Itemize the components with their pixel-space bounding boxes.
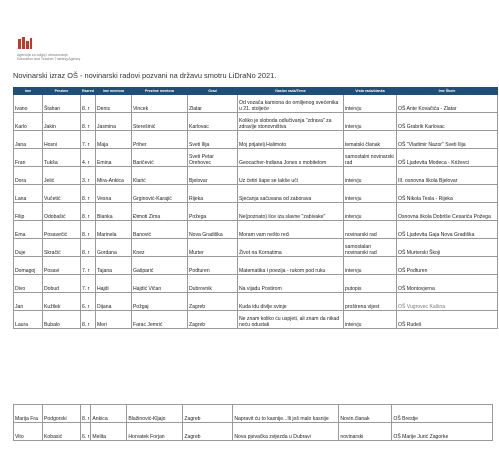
- agency-name-english: Education and Teacher Training Agency: [17, 57, 81, 61]
- header-city: Grad: [187, 88, 237, 95]
- results-table: [13, 87, 498, 329]
- cell-type: putopis: [343, 275, 396, 293]
- additional-results-table: [13, 404, 493, 441]
- table-row: [14, 405, 493, 423]
- cell-first-name: Duje: [14, 239, 43, 257]
- table-row: [14, 221, 498, 239]
- cell-school: Osnovna škola Dobriše Cesarića Požega: [396, 203, 497, 221]
- cell-type: intervju: [343, 257, 396, 275]
- cell-last-name: Posavi: [43, 257, 81, 275]
- cell-city: Karlovac: [187, 113, 237, 131]
- cell-type: tematski članak: [343, 131, 396, 149]
- cell-school: OŠ "Vladimir Nazor" Sveti Ilija: [396, 131, 497, 149]
- table-row: [14, 257, 498, 275]
- cell-type: intervju: [343, 311, 396, 329]
- header-type: Vrsta rada/ćlanka: [343, 88, 396, 95]
- cell-school: OŠ Rudeš: [396, 311, 497, 329]
- cell-first-name: Lana: [14, 185, 43, 203]
- cell-first-name: Vito: [14, 423, 43, 441]
- cell-mentor-last-name: Knez: [131, 239, 187, 257]
- cell-mentor-first-name: Tajana: [95, 257, 131, 275]
- cell-last-name: Kužilek: [43, 293, 81, 311]
- cell-grade: 8. r: [81, 185, 96, 203]
- cell-type: Novin.članak: [339, 405, 392, 423]
- cell-grade: 6. r: [81, 423, 91, 441]
- cell-city: Požega: [187, 203, 237, 221]
- cell-grade: 7. r: [81, 131, 96, 149]
- cell-title: Nova pjevačka zvijezda u Dubravi: [233, 423, 339, 441]
- cell-grade: 8. r: [81, 203, 96, 221]
- cell-grade: 6. r: [81, 293, 96, 311]
- agency-name: Agencija za odgoj i obrazovanje: [17, 53, 68, 57]
- cell-title: Ne(poznato) lice iza slavne "zabivake": [237, 203, 343, 221]
- cell-mentor-last-name: Blažinović-Kljajo: [127, 405, 183, 423]
- header-school: Ime Škole: [396, 88, 497, 95]
- cell-title: Od vozača kamiona do omiljenog svećenika u 21. stoljeće: [237, 95, 343, 113]
- cell-mentor-last-name: Sterešinić: [131, 113, 187, 131]
- cell-mentor-first-name: Mira-Ankica: [95, 167, 131, 185]
- cell-city: Zagreb: [187, 311, 237, 329]
- cell-mentor-last-name: Priher: [131, 131, 187, 149]
- cell-city: Zagreb: [187, 293, 237, 311]
- cell-mentor-last-name: Đimoti Zima: [131, 203, 187, 221]
- cell-last-name: Štahan: [43, 95, 81, 113]
- cell-mentor-last-name: Hajdić Vičan: [131, 275, 187, 293]
- table-row: [14, 311, 498, 329]
- cell-grade: 8. r: [81, 311, 96, 329]
- cell-school: OŠ Vugrovec Kašina: [396, 293, 497, 311]
- header-title: Naslov rada/Teme: [237, 88, 343, 95]
- cell-last-name: Dobud: [43, 275, 81, 293]
- table-row: [14, 131, 498, 149]
- cell-type: proširena vijest: [343, 293, 396, 311]
- cell-type: intervju: [343, 185, 396, 203]
- cell-first-name: Jana: [14, 131, 43, 149]
- cell-city: Zlatar: [187, 95, 237, 113]
- cell-school: OŠ Brestje: [392, 405, 493, 423]
- page-title: Novinarski izraz OŠ - novinarski radovi pozvani na državu smotru LiDraNo 2021.: [13, 71, 277, 80]
- cell-first-name: Divo: [14, 275, 43, 293]
- cell-mentor-first-name: Vesna: [95, 185, 131, 203]
- cell-grade: 8. r: [81, 95, 96, 113]
- cell-school: III. osnovna škola Bjelovar: [396, 167, 497, 185]
- cell-type: intervju: [343, 95, 396, 113]
- cell-mentor-first-name: Dijana: [95, 293, 131, 311]
- cell-type: novinarski: [339, 423, 392, 441]
- cell-title: Matematika i poezija - rukom pod ruku: [237, 257, 343, 275]
- cell-first-name: Ivano: [14, 95, 43, 113]
- cell-grade: 7. r: [81, 275, 96, 293]
- table-row: [14, 167, 498, 185]
- cell-city: Zagreb: [183, 423, 233, 441]
- header-mentor-first-name: Ime mentora: [95, 88, 131, 95]
- cell-mentor-first-name: Marinela: [95, 221, 131, 239]
- cell-mentor-last-name: Farac Jemrić: [131, 311, 187, 329]
- header-mentor-last-name: Prezime mentora: [131, 88, 187, 95]
- cell-last-name: Skračić: [43, 239, 81, 257]
- cell-last-name: Podgorski: [43, 405, 81, 423]
- cell-school: OŠ Grabrik Karlovac: [396, 113, 497, 131]
- cell-school: OŠ Nikola Tesla - Rijeka: [396, 185, 497, 203]
- cell-title: Ne znam koliko ću uspjeti, ali znam da nikad neću odustati: [237, 311, 343, 329]
- cell-mentor-first-name: Maja: [95, 131, 131, 149]
- table-row: [14, 203, 498, 221]
- cell-type: samostalni novinarski rad: [343, 149, 396, 167]
- cell-grade: 7. r: [81, 257, 96, 275]
- cell-grade: 8. r: [81, 221, 96, 239]
- cell-city: Rijeka: [187, 185, 237, 203]
- cell-grade: 3. r: [81, 167, 96, 185]
- header-first-name: Ime: [14, 88, 43, 95]
- cell-first-name: Filip: [14, 203, 43, 221]
- cell-first-name: Marija Fra: [14, 405, 43, 423]
- cell-mentor-last-name: Klarić: [131, 167, 187, 185]
- cell-mentor-first-name: Meri: [95, 311, 131, 329]
- cell-type: samostalan novinarski rad: [343, 239, 396, 257]
- cell-last-name: Tukša: [43, 149, 81, 167]
- cell-first-name: Karlo: [14, 113, 43, 131]
- cell-title: Moj prijatelj Halimoto: [237, 131, 343, 149]
- cell-grade: 4. r: [81, 149, 96, 167]
- agency-logo-icon: [17, 36, 43, 52]
- cell-mentor-first-name: Emina: [95, 149, 131, 167]
- cell-type: intervju: [343, 203, 396, 221]
- cell-type: intervju: [343, 167, 396, 185]
- cell-title: Na vijadu Postirom: [237, 275, 343, 293]
- cell-city: Bjelovar: [187, 167, 237, 185]
- cell-type: intervju: [343, 113, 396, 131]
- cell-city: Murter: [187, 239, 237, 257]
- cell-last-name: Odobašić: [43, 203, 81, 221]
- cell-first-name: Dora: [14, 167, 43, 185]
- cell-title: Koliko je sloboda odlučivanja "zdrava" za zdravlje stonovništva: [237, 113, 343, 131]
- cell-city: Zagreb: [183, 405, 233, 423]
- cell-type: novinarski rad: [343, 221, 396, 239]
- table-row: [14, 185, 498, 203]
- cell-mentor-first-name: Blanka: [95, 203, 131, 221]
- cell-title: Geocacher-Indiana Jones s mobitelom: [237, 149, 343, 167]
- cell-title: Život na Kornatima: [237, 239, 343, 257]
- table-row: [14, 149, 498, 167]
- cell-last-name: Vučetić: [43, 185, 81, 203]
- cell-mentor-first-name: Ankica: [91, 405, 127, 423]
- table-header-row: [14, 88, 498, 95]
- cell-title: Napravit ću to kasnije...Ili još malo kasnije: [233, 405, 339, 423]
- cell-school: OŠ Ante Kovačića - Zlatar: [396, 95, 497, 113]
- cell-city: Sveti Ilija: [187, 131, 237, 149]
- cell-school: OŠ Marije Jurić Zagorke: [392, 423, 493, 441]
- cell-mentor-first-name: Hajdi: [95, 275, 131, 293]
- cell-title: Moram vam nešto reći: [237, 221, 343, 239]
- cell-mentor-first-name: Denis: [95, 95, 131, 113]
- cell-mentor-first-name: Gordana: [95, 239, 131, 257]
- cell-last-name: Jelić: [43, 167, 81, 185]
- cell-first-name: Domagoj: [14, 257, 43, 275]
- cell-mentor-last-name: Baričević: [131, 149, 187, 167]
- cell-first-name: Jan: [14, 293, 43, 311]
- cell-last-name: Bubalo: [43, 311, 81, 329]
- header-grade: Razred: [82, 88, 94, 93]
- table-row: [14, 293, 498, 311]
- cell-first-name: Fran: [14, 149, 43, 167]
- cell-last-name: Jakin: [43, 113, 81, 131]
- cell-title: Sjećanja sačuvana od zaborava: [237, 185, 343, 203]
- header-last-name: Prezime: [43, 88, 81, 95]
- cell-last-name: Kobasić: [43, 423, 81, 441]
- cell-school: OŠ Murterski Škoji: [396, 239, 497, 257]
- table-row: [14, 275, 498, 293]
- cell-mentor-first-name: Melita: [91, 423, 127, 441]
- cell-city: Sveti Petar Orehovec: [187, 149, 237, 167]
- cell-mentor-last-name: Požgaj: [131, 293, 187, 311]
- cell-mentor-last-name: Horvatek Forjan: [127, 423, 183, 441]
- cell-last-name: Hosni: [43, 131, 81, 149]
- cell-mentor-last-name: Vincek: [131, 95, 187, 113]
- cell-school: OŠ Montovjerna: [396, 275, 497, 293]
- cell-city: Nova Gradiška: [187, 221, 237, 239]
- table-row: [14, 239, 498, 257]
- cell-mentor-first-name: Jasmina: [95, 113, 131, 131]
- cell-first-name: Ema: [14, 221, 43, 239]
- table-row: [14, 423, 493, 441]
- cell-title: Kuda idu divlje svinje: [237, 293, 343, 311]
- cell-grade: 8. r: [81, 239, 96, 257]
- table-row: [14, 113, 498, 131]
- cell-school: OŠ Ljudevita Modeca - Križevci: [396, 149, 497, 167]
- cell-grade: 8. r: [81, 113, 96, 131]
- cell-last-name: Posavečić: [43, 221, 81, 239]
- cell-school: OŠ Ljudevita Gaja Nova Gradiška: [396, 221, 497, 239]
- table-row: [14, 95, 498, 113]
- cell-mentor-last-name: Gašparić: [131, 257, 187, 275]
- cell-city: Dubrovnik: [187, 275, 237, 293]
- cell-first-name: Laura: [14, 311, 43, 329]
- cell-title: Uz četiri šape se lakše uči: [237, 167, 343, 185]
- cell-city: Podturen: [187, 257, 237, 275]
- cell-grade: 8. r: [81, 405, 91, 423]
- cell-school: OŠ Podturen: [396, 257, 497, 275]
- cell-mentor-last-name: Banović: [131, 221, 187, 239]
- cell-mentor-last-name: Grginović-Karajić: [131, 185, 187, 203]
